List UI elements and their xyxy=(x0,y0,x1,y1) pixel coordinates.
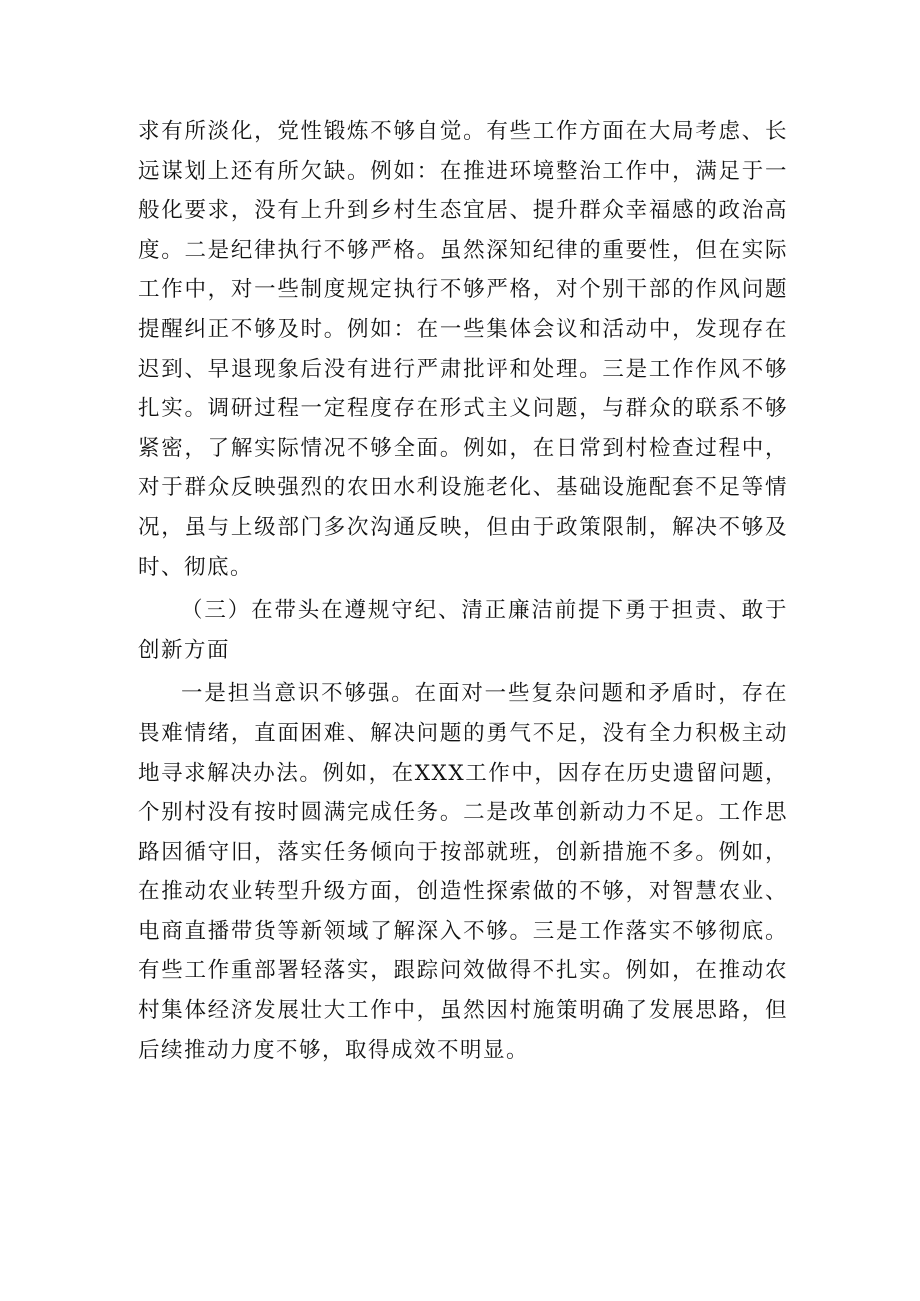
section-heading-3: （三）在带头在遵规守纪、清正廉洁前提下勇于担责、敢于创新方面 xyxy=(138,598,788,663)
paragraph-responsibility-innovation: 一是担当意识不够强。在面对一些复杂问题和矛盾时，存在畏难情绪，直面困难、解决问题的勇气不足，没有全力积极主动地寻求解决办法。例如，在XXX工作中，因存在历史遗留问题，个别村没有按时圆满完成任务。二是改革创新动力不足。工作思路因循守旧，落实任务倾向于按部就班，创新措施不多。例如，在推动农业转型升级方面，创造性探索做的不够，对智慧农业、电商直播带货等新领域了解深入不够。三是工作落实不够彻底。有些工作重部署轻落实，跟踪问效做得不扎实。例如，在推动农村集体经济发展壮大工作中，虽然因村施策明确了发展思路，但后续推动力度不够，取得成效不明显。 xyxy=(138,681,788,1063)
document-body xyxy=(138,112,788,1070)
paragraph-continued: 求有所淡化，党性锻炼不够自觉。有些工作方面在大局考虑、长远谋划上还有所欠缺。例如：在推进环境整治工作中，满足于一般化要求，没有上升到乡村生态宜居、提升群众幸福感的政治高度。二是纪律执行不够严格。虽然深知纪律的重要性，但在实际工作中，对一些制度规定执行不够严格，对个别干部的作风问题提醒纠正不够及时。例如：在一些集体会议和活动中，发现存在迟到、早退现象后没有进行严肃批评和处理。三是工作作风不够扎实。调研过程一定程度存在形式主义问题，与群众的联系不够紧密，了解实际情况不够全面。例如，在日常到村检查过程中，对于群众反映强烈的农田水利设施老化、基础设施配套不足等情况，虽与上级部门多次沟通反映，但由于政策限制，解决不够及时、彻底。 xyxy=(138,119,788,580)
